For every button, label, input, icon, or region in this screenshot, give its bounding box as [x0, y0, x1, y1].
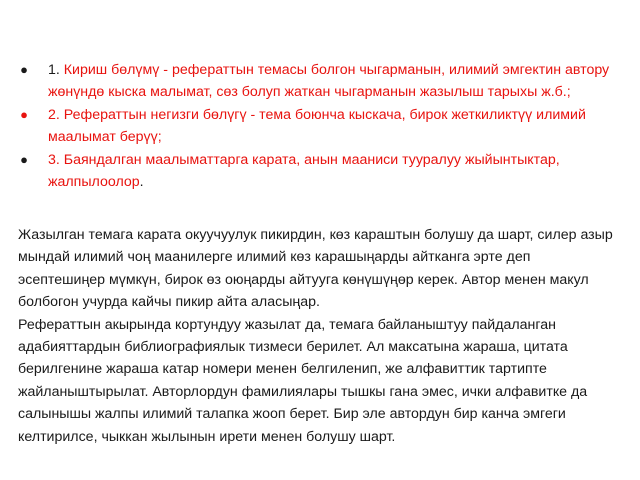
- paragraph-opinion: Жазылган темага карата окуучуулук пикирдин, көз караштын болушу да шарт, силер азыр мындай илимий чоң маанилерге илимий көз карашыңарды айтканга эрте деп эсептешиңер мүмкүн, бирок өз оюңарды айтууга көнүшүңөр керек. Автор менен макул болбогон учурда кайчы пикир айта аласыңар.: [18, 227, 613, 311]
- bullet-number: 1.: [48, 62, 60, 78]
- bullet-text: Кириш бөлүмү - рефераттын темасы болгон чыгарманын, илимий эмгектин автору жөнүндө кыска малымат, сөз болуп жаткан чыгарманын жазылыш тарыхы ж.б.;: [48, 62, 610, 100]
- bullet-suffix: .: [139, 174, 144, 190]
- bullet-dot-icon: ●: [20, 107, 28, 122]
- bullet-text: Баяндалган маалыматтарга карата, анын мааниси тууралуу жыйынтыктар, жалпылоолор: [48, 152, 560, 190]
- bullet-item-2: [18, 104, 618, 148]
- paragraph-bibliography: Рефераттын акырында кортундуу жазылат да, темага байланыштуу пайдаланган адабияттардын библиографиялык тизмеси берилет. Ал максатына жараша, цитата берилгенине жараша катар номери менен белгиленип, же алфавиттик тартипте жайланыштырылат. Авторлордун фамилиялары тышкы гана эмес, ички алфавитке да салынышы жалпы илимий талапка жооп берет. Бир эле автордун бир канча эмгеги келтирилсе, чыккан жылынын ирети менен болушу шарт.: [18, 316, 588, 445]
- body-text: [18, 224, 618, 448]
- bullet-number: 3.: [48, 152, 60, 168]
- bullet-dot-icon: ●: [20, 152, 28, 167]
- bullet-dot-icon: ●: [20, 62, 28, 77]
- bullet-number: 2.: [48, 107, 60, 123]
- bullet-item-1: [18, 59, 618, 103]
- bullet-text: Рефераттын негизги бөлүгү - тема боюнча кыскача, бирок жеткиликтүү илимий маалымат берүү;: [48, 107, 586, 145]
- bullet-list: [18, 59, 618, 194]
- bullet-item-3: [18, 149, 618, 193]
